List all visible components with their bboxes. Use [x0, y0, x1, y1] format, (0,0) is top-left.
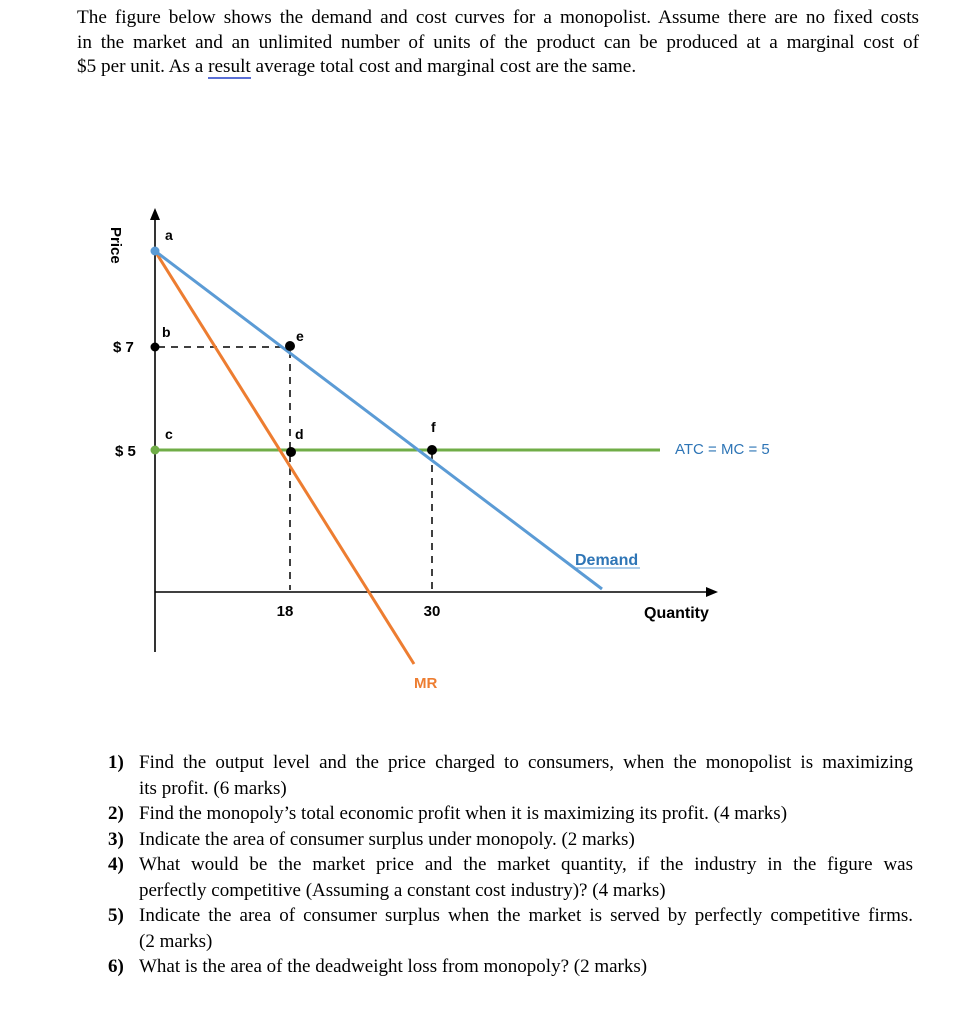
question-text [139, 954, 913, 980]
question-item [108, 903, 913, 954]
label-point-a: a [165, 227, 173, 243]
question-number: 6) [108, 956, 124, 977]
question-line: its profit. (6 marks) [139, 777, 287, 799]
question-number: 3) [108, 828, 124, 850]
underlined-word: result [208, 56, 251, 77]
question-item [108, 827, 913, 853]
x-axis-arrow [706, 587, 718, 597]
intro-line-1: The figure below shows the demand and cost curves for a monopolist. Assume there are no fixed costs [77, 7, 919, 28]
point-b [151, 343, 160, 352]
x-tick-30: 30 [423, 603, 441, 620]
x-axis-label: Quantity [644, 605, 709, 622]
question-line: Find the output level and the price charged to consumers, when the monopolist is maximizing [139, 752, 913, 773]
question-list [108, 750, 913, 980]
question-line: (2 marks) [139, 930, 213, 952]
y-tick-5: $ 5 [115, 443, 136, 460]
intro-line-3-start: $5 per unit. As a [77, 56, 209, 77]
question-line: Indicate the area of consumer surplus under monopoly. (2 marks) [139, 828, 635, 850]
question-text [139, 852, 913, 903]
demand-line [155, 251, 602, 589]
label-point-b: b [162, 324, 171, 340]
point-e [285, 341, 295, 351]
point-c [151, 446, 160, 455]
y-axis-arrow [150, 208, 160, 220]
question-text [139, 750, 913, 801]
atc-mc-label: ATC = MC = 5 [675, 441, 770, 458]
y-tick-7: $ 7 [113, 339, 134, 356]
intro-line-2: in the market and an unlimited number of units of the product can be produced at a marginal cost of [77, 31, 919, 53]
question-number: 1) [108, 752, 124, 773]
label-point-f: f [431, 419, 436, 435]
question-number: 5) [108, 905, 124, 926]
intro-line-3-end: average total cost and marginal cost are the same. [250, 56, 637, 77]
point-a [151, 247, 160, 256]
question-line: What is the area of the deadweight loss from monopoly? (2 marks) [139, 956, 648, 977]
question-item [108, 750, 913, 801]
question-text [139, 801, 913, 827]
question-item [108, 852, 913, 903]
mr-label: MR [414, 675, 438, 692]
question-item [108, 954, 913, 980]
point-d [286, 447, 296, 457]
question-text [139, 827, 913, 853]
label-point-c: c [165, 426, 173, 442]
question-item [108, 801, 913, 827]
question-line: What would be the market price and the market quantity, if the industry in the figure was [139, 854, 913, 875]
question-number: 4) [108, 854, 124, 875]
label-point-d: d [295, 426, 304, 442]
question-line: perfectly competitive (Assuming a constant cost industry)? (4 marks) [139, 879, 666, 901]
x-tick-18: 18 [276, 603, 294, 620]
question-line: Find the monopoly’s total economic profit when it is maximizing its profit. (4 marks) [139, 803, 788, 824]
point-f [427, 445, 437, 455]
y-axis-label: Price [107, 227, 124, 264]
label-point-e: e [296, 328, 304, 344]
question-text [139, 903, 913, 954]
question-line: Indicate the area of consumer surplus when the market is served by perfectly competitive firms. [139, 905, 913, 926]
demand-label: Demand [575, 552, 639, 569]
question-number: 2) [108, 803, 124, 824]
